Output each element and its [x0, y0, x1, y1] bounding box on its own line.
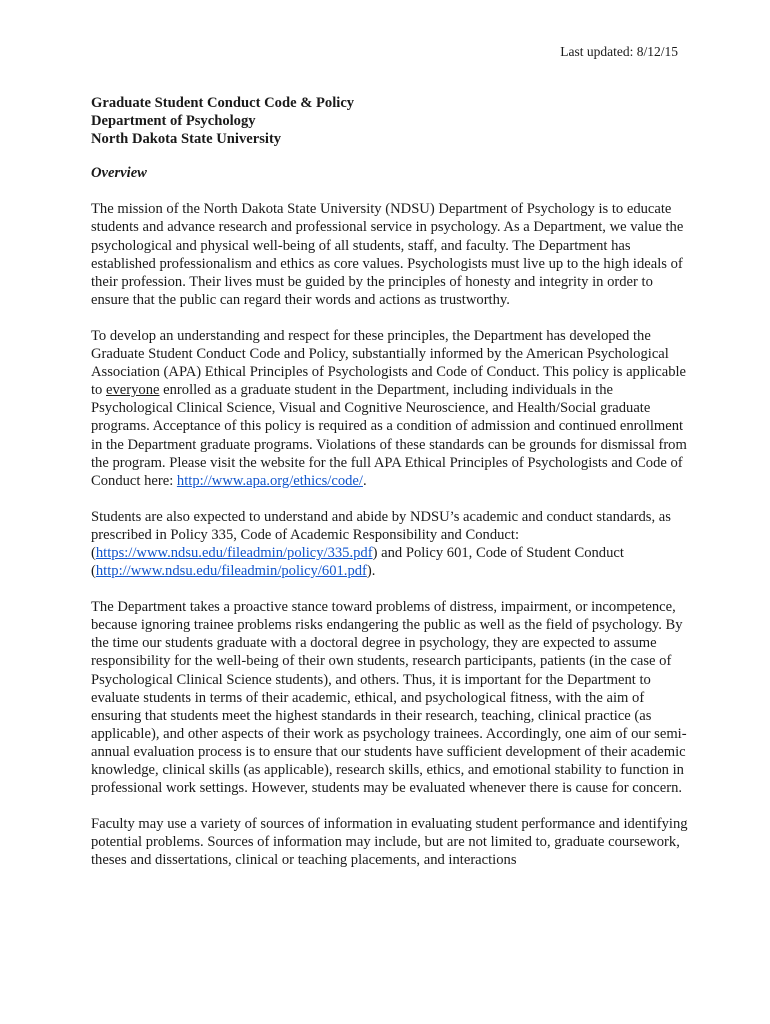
- apa-ethics-code-link[interactable]: http://www.apa.org/ethics/code/: [176, 472, 363, 489]
- paragraph-mission: The mission of the North Dakota State University (NDSU) Department of Psychology is to educate students and advance research and professional service in psychology. As a Department, we value the psychological and physical well-being of all students, staff, and faculty. The Department has established professionalism and ethics as core values. Psychologists must live up to the high ideals of their profession. Their lives must be guided by the principles of honesty and integrity in order to ensure that the public can regard their words and actions as trustworthy.: [91, 201, 684, 308]
- section-heading-overview: Overview: [91, 165, 147, 182]
- paragraph-ndsu-text-2: ) and Policy 601, Code of Student Conduct (: [91, 544, 624, 580]
- paragraph-principles: [91, 327, 691, 490]
- document-title: [91, 94, 691, 148]
- title-line-2: Department of Psychology: [91, 113, 256, 130]
- policy-601-link[interactable]: http://www.ndsu.edu/fileadmin/policy/601.pdf: [95, 563, 367, 580]
- title-line-1: Graduate Student Conduct Code & Policy: [91, 95, 355, 111]
- paragraph-ndsu-text-1: Students are also expected to understand and abide by NDSU’s academic and conduct standards, as prescribed in Policy 335, Code of Academic Responsibility and Conduct: (: [91, 508, 671, 561]
- paragraph-proactive-stance: The Department takes a proactive stance toward problems of distress, impairment, or incompetence, because ignoring trainee problems risks endangering the public as well as the field of psychology. By the time our students graduate with a doctoral degree in psychology, they are expected to assume responsibility for the well-being of their own students, research participants, patients (in the case of Psychological Clinical Science students), and others. Thus, it is important for the Department to evaluate students in terms of their academic, ethical, and psychological fitness, with the aim of ensuring that students meet the highest standards in their research, teaching, clinical practice (as applicable), and other aspects of their work as psychology trainees. Accordingly, one aim of our semi-annual evaluation process is to ensure that our students have sufficient development of their academic knowledge, clinical skills (as applicable), research skills, ethics, and emotional stability to function in professional work settings. However, students may be evaluated whenever there is cause for concern.: [91, 599, 687, 797]
- paragraph-principles-text-1: To develop an understanding and respect for these principles, the Department has developed the Graduate Student Conduct Code and Policy, substantially informed by the American Psychological Association (APA) Ethical Principles of Psychologists and Code of Conduct. This policy is applicable to: [91, 327, 687, 399]
- paragraph-ndsu-text-3: ).: [366, 563, 376, 580]
- paragraph-principles-end: .: [362, 472, 367, 489]
- document-body: [91, 94, 691, 887]
- paragraph-sources-of-information: Faculty may use a variety of sources of information in evaluating student performance and identifying potential problems. Sources of information may include, but are not limited to, graduate coursework, theses and dissertations, clinical or teaching placements, and interactions: [91, 816, 688, 869]
- last-updated-date: Last updated: 8/12/15: [560, 44, 678, 59]
- policy-335-link[interactable]: https://www.ndsu.edu/fileadmin/policy/335.pdf: [95, 544, 373, 561]
- paragraph-principles-text-2: enrolled as a graduate student in the Department, including individuals in the Psychological Clinical Science, Visual and Cognitive Neuroscience, and Health/Social graduate programs. Acceptance of this policy is required as a condition of admission and continued enrollment in the Department graduate programs. Violations of these standards can be grounds for dismissal from the program. Please visit the website for the full APA Ethical Principles of Psychologists and Code of Conduct here:: [91, 382, 687, 489]
- title-line-3: North Dakota State University: [91, 131, 282, 148]
- paragraph-ndsu-standards: [91, 508, 691, 580]
- emphasis-everyone: everyone: [106, 382, 160, 399]
